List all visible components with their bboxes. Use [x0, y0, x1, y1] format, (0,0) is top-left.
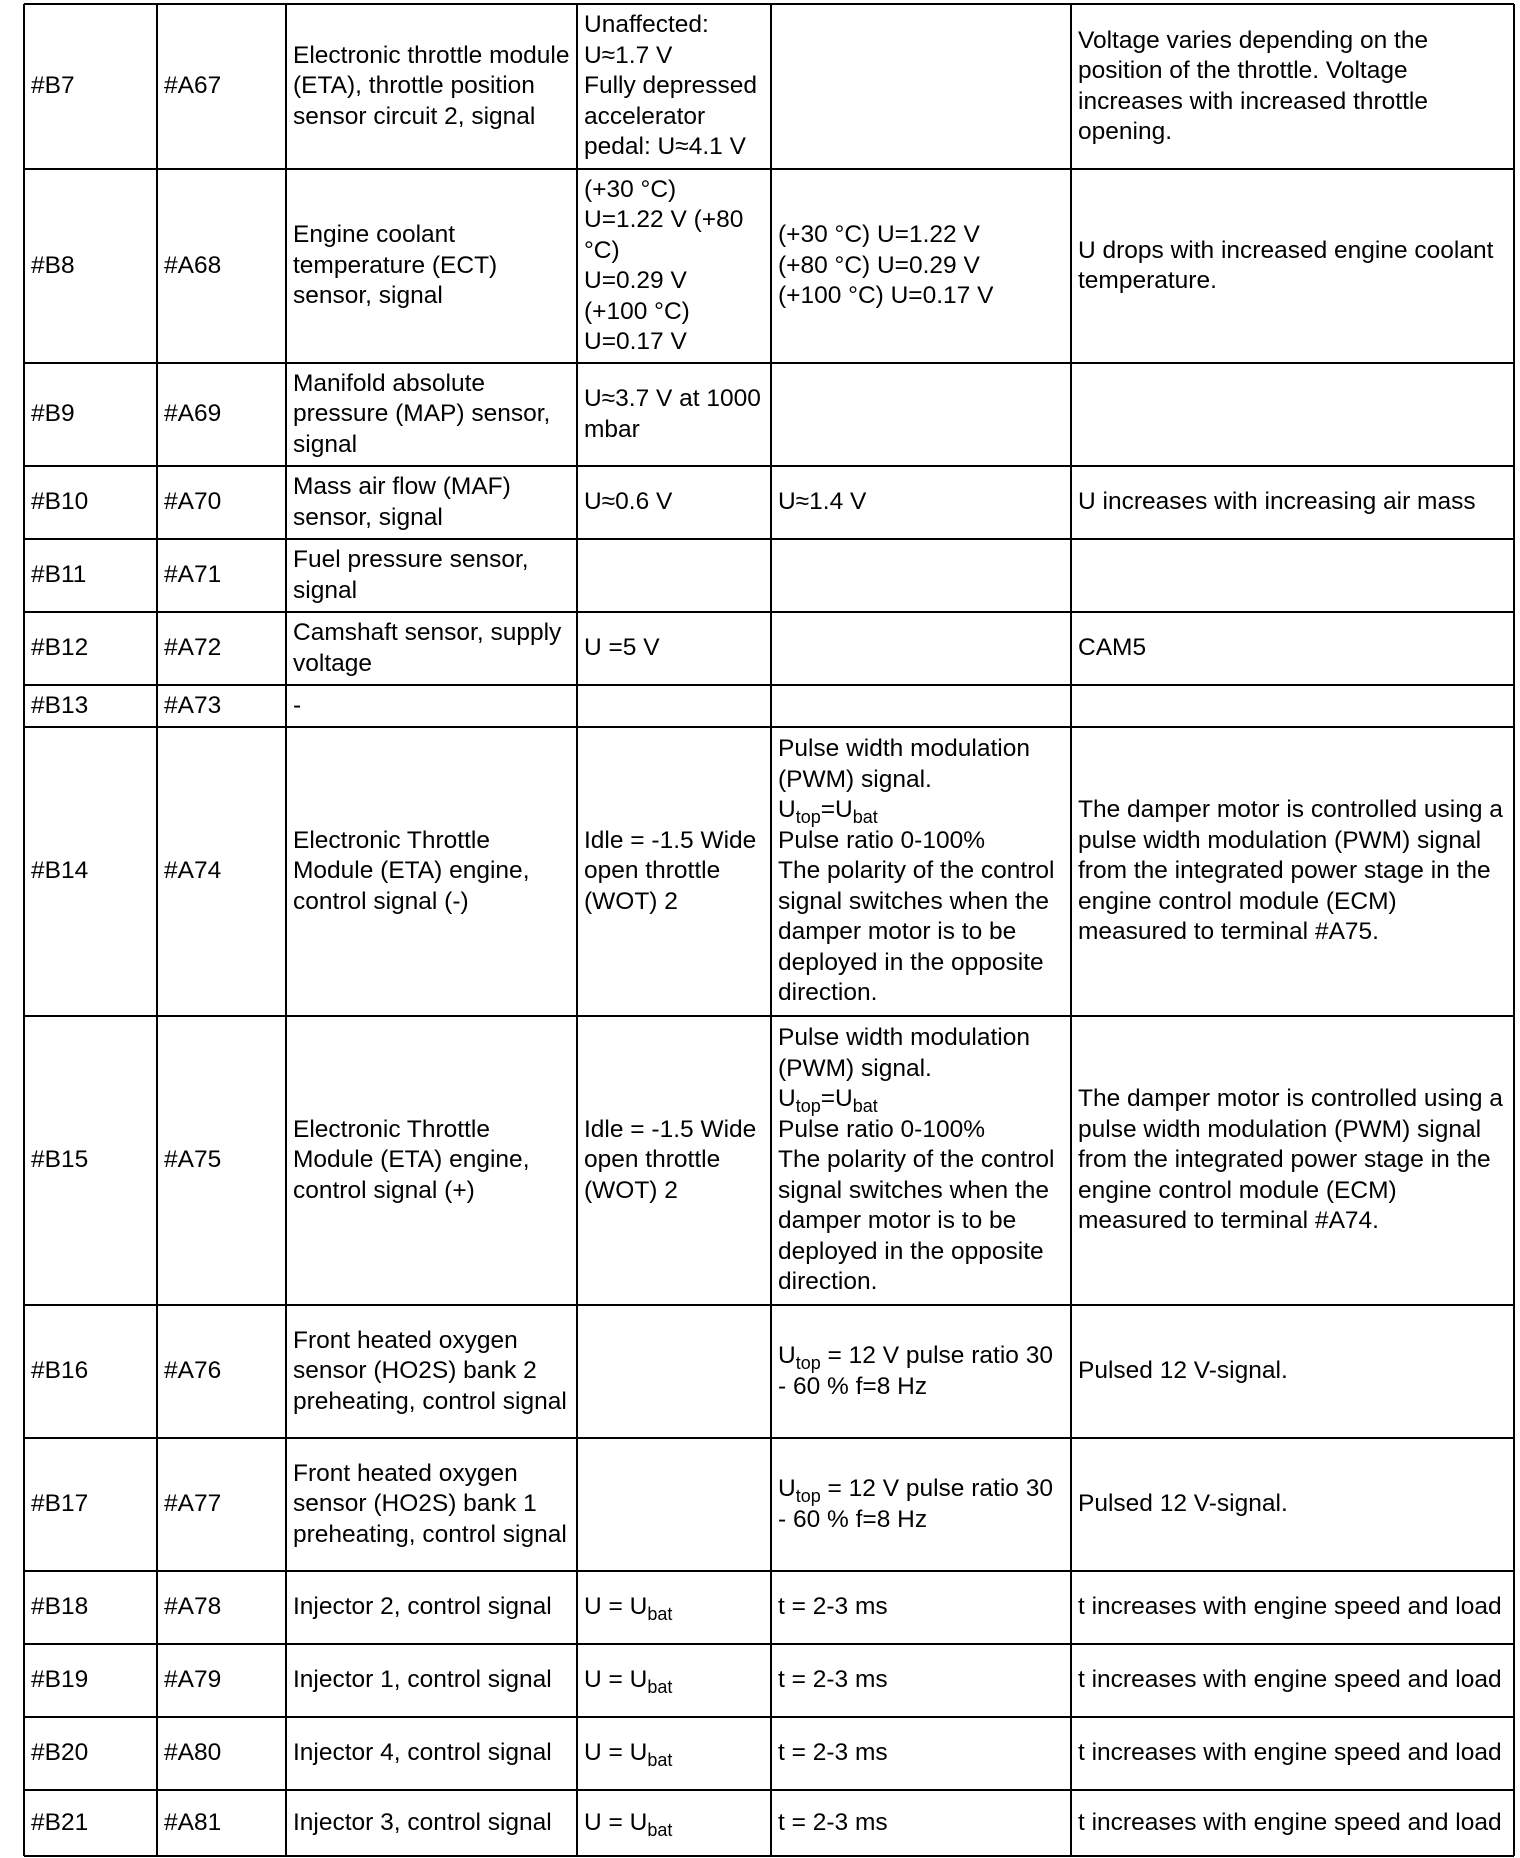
u-equals-u: U = U: [584, 1808, 648, 1836]
value-2-details: Pulse ratio 0-100% The polarity of the control signal switches when the damper motor is to be deployed in the opposite direction.: [778, 1115, 1055, 1296]
table-cell-pin-a: [157, 1016, 286, 1305]
value-2: t = 2-3 ms: [778, 1666, 888, 1694]
equals-u: =U: [820, 1085, 853, 1113]
description: Fuel pressure sensor, signal: [293, 546, 529, 604]
value-2-formula: [778, 1341, 1065, 1402]
table-cell-value-1: [577, 685, 771, 727]
table-cell-value-2: [771, 1305, 1071, 1438]
bat-subscript: bat: [852, 807, 878, 828]
description: Electronic throttle module (ETA), throttle position sensor circuit 2, signal: [293, 41, 570, 130]
table-cell-pin-a: [157, 1644, 286, 1717]
pin-a: #A80: [164, 1739, 222, 1767]
value-1: Unaffected: U≈1.7 V Fully depressed accelerator pedal: U≈4.1 V: [584, 11, 757, 161]
table-cell-pin-a: [157, 539, 286, 612]
table-cell-pin-a: [157, 4, 286, 169]
table-cell-value-2: [771, 685, 1071, 727]
table-cell-comment: [1071, 1438, 1514, 1571]
u-equals-u: U = U: [584, 1666, 648, 1694]
comment: t increases with engine speed and load: [1078, 1666, 1502, 1694]
table-cell-pin-a: [157, 1717, 286, 1790]
pin-a: #A68: [164, 251, 222, 279]
table-cell-comment: [1071, 169, 1514, 363]
value-1-formula: [584, 1808, 765, 1839]
pin-b: #B8: [31, 251, 75, 279]
pin-b: #B13: [31, 691, 89, 719]
comment: U drops with increased engine coolant temperature.: [1078, 236, 1494, 294]
pin-b: #B18: [31, 1593, 89, 1621]
description: Front heated oxygen sensor (HO2S) bank 2 preheating, control signal: [293, 1326, 567, 1415]
table-cell-value-1: [577, 4, 771, 169]
value-1-formula: [584, 1592, 765, 1623]
table-cell-value-2: [771, 539, 1071, 612]
table-cell-value-2: [771, 612, 1071, 685]
table-cell-comment: [1071, 4, 1514, 169]
top-subscript: top: [795, 1353, 821, 1373]
table-cell-comment: [1071, 1571, 1514, 1644]
table-cell-description: [286, 466, 577, 539]
value-2: t = 2-3 ms: [778, 1593, 888, 1621]
value-1: Idle = -1.5 Wide open throttle (WOT) 2: [584, 826, 757, 915]
table-cell-pin-a: [157, 1305, 286, 1438]
comment: The damper motor is controlled using a pulse width modulation (PWM) signal from the integrated power stage in the engine control module (ECM) measured to terminal #A74.: [1078, 1085, 1503, 1235]
table-cell-description: [286, 539, 577, 612]
pin-b: #B15: [31, 1146, 89, 1174]
description: Injector 1, control signal: [293, 1666, 552, 1694]
table-cell-comment: [1071, 612, 1514, 685]
pulse-spec: = 12 V pulse ratio 30 - 60 % f=8 Hz: [778, 1342, 1053, 1400]
table-cell-value-1: [577, 1571, 771, 1644]
pin-b: #B19: [31, 1666, 89, 1694]
table-cell-comment: [1071, 1644, 1514, 1717]
table-cell-pin-b: [24, 612, 157, 685]
table-cell-value-1: [577, 1644, 771, 1717]
u-symbol: U: [778, 1475, 796, 1502]
table-cell-pin-a: [157, 1790, 286, 1856]
value-1: U≈0.6 V: [584, 488, 673, 516]
table-cell-comment: [1071, 466, 1514, 539]
description: Front heated oxygen sensor (HO2S) bank 1 preheating, control signal: [293, 1459, 567, 1548]
pin-a: #A72: [164, 634, 222, 662]
description: -: [293, 691, 302, 719]
table-cell-value-2: [771, 1438, 1071, 1571]
bat-subscript: bat: [647, 1604, 673, 1625]
table-cell-description: [286, 169, 577, 363]
equals-u: =U: [820, 796, 853, 824]
pin-a: #A76: [164, 1357, 222, 1385]
table-cell-pin-a: [157, 612, 286, 685]
value-2-intro: Pulse width modulation (PWM) signal.: [778, 1024, 1030, 1082]
comment: t increases with engine speed and load: [1078, 1808, 1502, 1836]
table-cell-description: [286, 1790, 577, 1856]
table-cell-pin-a: [157, 363, 286, 466]
pin-b: #B10: [31, 488, 89, 516]
table-cell-value-1: [577, 1717, 771, 1790]
pin-b: #B21: [31, 1808, 89, 1836]
value-1: Idle = -1.5 Wide open throttle (WOT) 2: [584, 1115, 757, 1204]
table-cell-pin-b: [24, 685, 157, 727]
table-cell-description: [286, 1717, 577, 1790]
table-cell-pin-b: [24, 1016, 157, 1305]
table-cell-pin-b: [24, 1717, 157, 1790]
pulse-spec: = 12 V pulse ratio 30 - 60 % f=8 Hz: [778, 1475, 1053, 1533]
table-cell-value-1: [577, 466, 771, 539]
table-cell-pin-b: [24, 466, 157, 539]
table-cell-pin-b: [24, 363, 157, 466]
description: Camshaft sensor, supply voltage: [293, 619, 562, 677]
value-2-intro: Pulse width modulation (PWM) signal.: [778, 735, 1030, 793]
pin-a: #A74: [164, 857, 222, 885]
table-cell-comment: [1071, 685, 1514, 727]
table-cell-pin-a: [157, 169, 286, 363]
table-cell-value-1: [577, 1790, 771, 1856]
value-2: t = 2-3 ms: [778, 1808, 888, 1836]
table-cell-description: [286, 1016, 577, 1305]
table-cell-value-1: [577, 612, 771, 685]
table-cell-description: [286, 727, 577, 1016]
description: Injector 3, control signal: [293, 1808, 552, 1836]
value-2-formula: [778, 795, 1065, 826]
description: Injector 4, control signal: [293, 1739, 552, 1767]
table-cell-comment: [1071, 539, 1514, 612]
table-cell-description: [286, 612, 577, 685]
table-cell-comment: [1071, 727, 1514, 1016]
bat-subscript: bat: [852, 1096, 878, 1117]
u-equals-u: U = U: [584, 1739, 648, 1767]
pin-a: #A73: [164, 691, 222, 719]
value-1: (+30 °C) U=1.22 V (+80 °C) U=0.29 V (+100 °C) U=0.17 V: [584, 175, 744, 355]
pin-b: #B16: [31, 1357, 89, 1385]
pin-a: #A79: [164, 1666, 222, 1694]
pin-b: #B9: [31, 400, 75, 428]
table-cell-value-1: [577, 169, 771, 363]
table-cell-pin-a: [157, 466, 286, 539]
table-cell-value-2: [771, 1644, 1071, 1717]
u-equals-u: U = U: [584, 1593, 648, 1621]
description: Electronic Throttle Module (ETA) engine, control signal (+): [293, 1115, 530, 1204]
table-cell-value-1: [577, 727, 771, 1016]
table-cell-description: [286, 1305, 577, 1438]
comment: CAM5: [1078, 634, 1147, 662]
value-1-formula: [584, 1665, 765, 1696]
pin-b: #B14: [31, 857, 89, 885]
table-cell-comment: [1071, 1717, 1514, 1790]
table-cell-value-2: [771, 727, 1071, 1016]
table-cell-value-2: [771, 363, 1071, 466]
table-cell-pin-b: [24, 1571, 157, 1644]
table-cell-description: [286, 4, 577, 169]
value-2-details: Pulse ratio 0-100% The polarity of the control signal switches when the damper motor is to be deployed in the opposite direction.: [778, 826, 1055, 1007]
comment: The damper motor is controlled using a pulse width modulation (PWM) signal from the integrated power stage in the engine control module (ECM) measured to terminal #A75.: [1078, 796, 1503, 946]
table-cell-value-2: [771, 1717, 1071, 1790]
table-cell-pin-b: [24, 539, 157, 612]
pin-a: #A69: [164, 400, 222, 428]
description: Engine coolant temperature (ECT) sensor, signal: [293, 221, 498, 310]
table-cell-value-2: [771, 1790, 1071, 1856]
table-cell-description: [286, 685, 577, 727]
pin-b: #B7: [31, 72, 75, 100]
u-symbol: U: [778, 1085, 796, 1113]
table-cell-description: [286, 1571, 577, 1644]
comment: Pulsed 12 V-signal.: [1078, 1490, 1288, 1518]
pin-b: #B11: [31, 561, 87, 589]
pin-a: #A77: [164, 1490, 222, 1518]
table-cell-pin-a: [157, 727, 286, 1016]
pin-b: #B17: [31, 1490, 89, 1518]
pin-a: #A81: [164, 1808, 222, 1836]
value-2-formula: [778, 1474, 1065, 1535]
table-cell-pin-b: [24, 1438, 157, 1571]
comment: Voltage varies depending on the position of the throttle. Voltage increases with increased throttle opening.: [1078, 26, 1429, 145]
top-subscript: top: [795, 1486, 821, 1506]
table-cell-value-1: [577, 539, 771, 612]
pin-a: #A71: [164, 561, 222, 589]
value-1-formula: [584, 1738, 765, 1769]
table-cell-pin-a: [157, 685, 286, 727]
table-cell-value-1: [577, 1016, 771, 1305]
pin-a: #A78: [164, 1593, 222, 1621]
table-cell-pin-b: [24, 169, 157, 363]
table-cell-value-1: [577, 1438, 771, 1571]
description: Electronic Throttle Module (ETA) engine, control signal (-): [293, 826, 530, 915]
table-cell-value-2: [771, 4, 1071, 169]
table-cell-value-2: [771, 169, 1071, 363]
value-2-formula: [778, 1084, 1065, 1115]
pin-a: #A70: [164, 488, 222, 516]
value-1: U =5 V: [584, 634, 660, 662]
table-cell-value-1: [577, 363, 771, 466]
comment: U increases with increasing air mass: [1078, 488, 1476, 516]
comment: t increases with engine speed and load: [1078, 1739, 1502, 1767]
description: Mass air flow (MAF) sensor, signal: [293, 473, 511, 531]
table-cell-value-2: [771, 466, 1071, 539]
table-cell-description: [286, 363, 577, 466]
top-subscript: top: [795, 1096, 821, 1117]
u-symbol: U: [778, 1342, 796, 1369]
table-cell-pin-b: [24, 1305, 157, 1438]
top-subscript: top: [795, 807, 821, 828]
u-symbol: U: [778, 796, 796, 824]
description: Manifold absolute pressure (MAP) sensor, signal: [293, 369, 551, 458]
pin-a: #A75: [164, 1146, 222, 1174]
comment: Pulsed 12 V-signal.: [1078, 1357, 1288, 1385]
pin-b: #B12: [31, 634, 89, 662]
table-cell-value-2: [771, 1571, 1071, 1644]
table-cell-value-1: [577, 1305, 771, 1438]
value-1: U≈3.7 V at 1000 mbar: [584, 385, 761, 443]
bat-subscript: bat: [647, 1677, 673, 1698]
table-cell-pin-b: [24, 4, 157, 169]
table-cell-description: [286, 1644, 577, 1717]
table-cell-value-2: [771, 1016, 1071, 1305]
bat-subscript: bat: [647, 1819, 673, 1840]
table-cell-pin-a: [157, 1438, 286, 1571]
value-2: t = 2-3 ms: [778, 1739, 888, 1767]
table-cell-pin-b: [24, 1644, 157, 1717]
pin-a: #A67: [164, 72, 222, 100]
value-2: (+30 °C) U=1.22 V (+80 °C) U=0.29 V (+100 °C) U=0.17 V: [778, 221, 994, 310]
table-cell-pin-a: [157, 1571, 286, 1644]
value-2: U≈1.4 V: [778, 488, 867, 516]
table-cell-description: [286, 1438, 577, 1571]
table-cell-comment: [1071, 1016, 1514, 1305]
description: Injector 2, control signal: [293, 1593, 552, 1621]
bat-subscript: bat: [647, 1750, 673, 1771]
pin-b: #B20: [31, 1739, 89, 1767]
comment: t increases with engine speed and load: [1078, 1593, 1502, 1621]
table-cell-pin-b: [24, 1790, 157, 1856]
table-cell-comment: [1071, 1305, 1514, 1438]
table-cell-comment: [1071, 363, 1514, 466]
table-cell-comment: [1071, 1790, 1514, 1856]
table-cell-pin-b: [24, 727, 157, 1016]
